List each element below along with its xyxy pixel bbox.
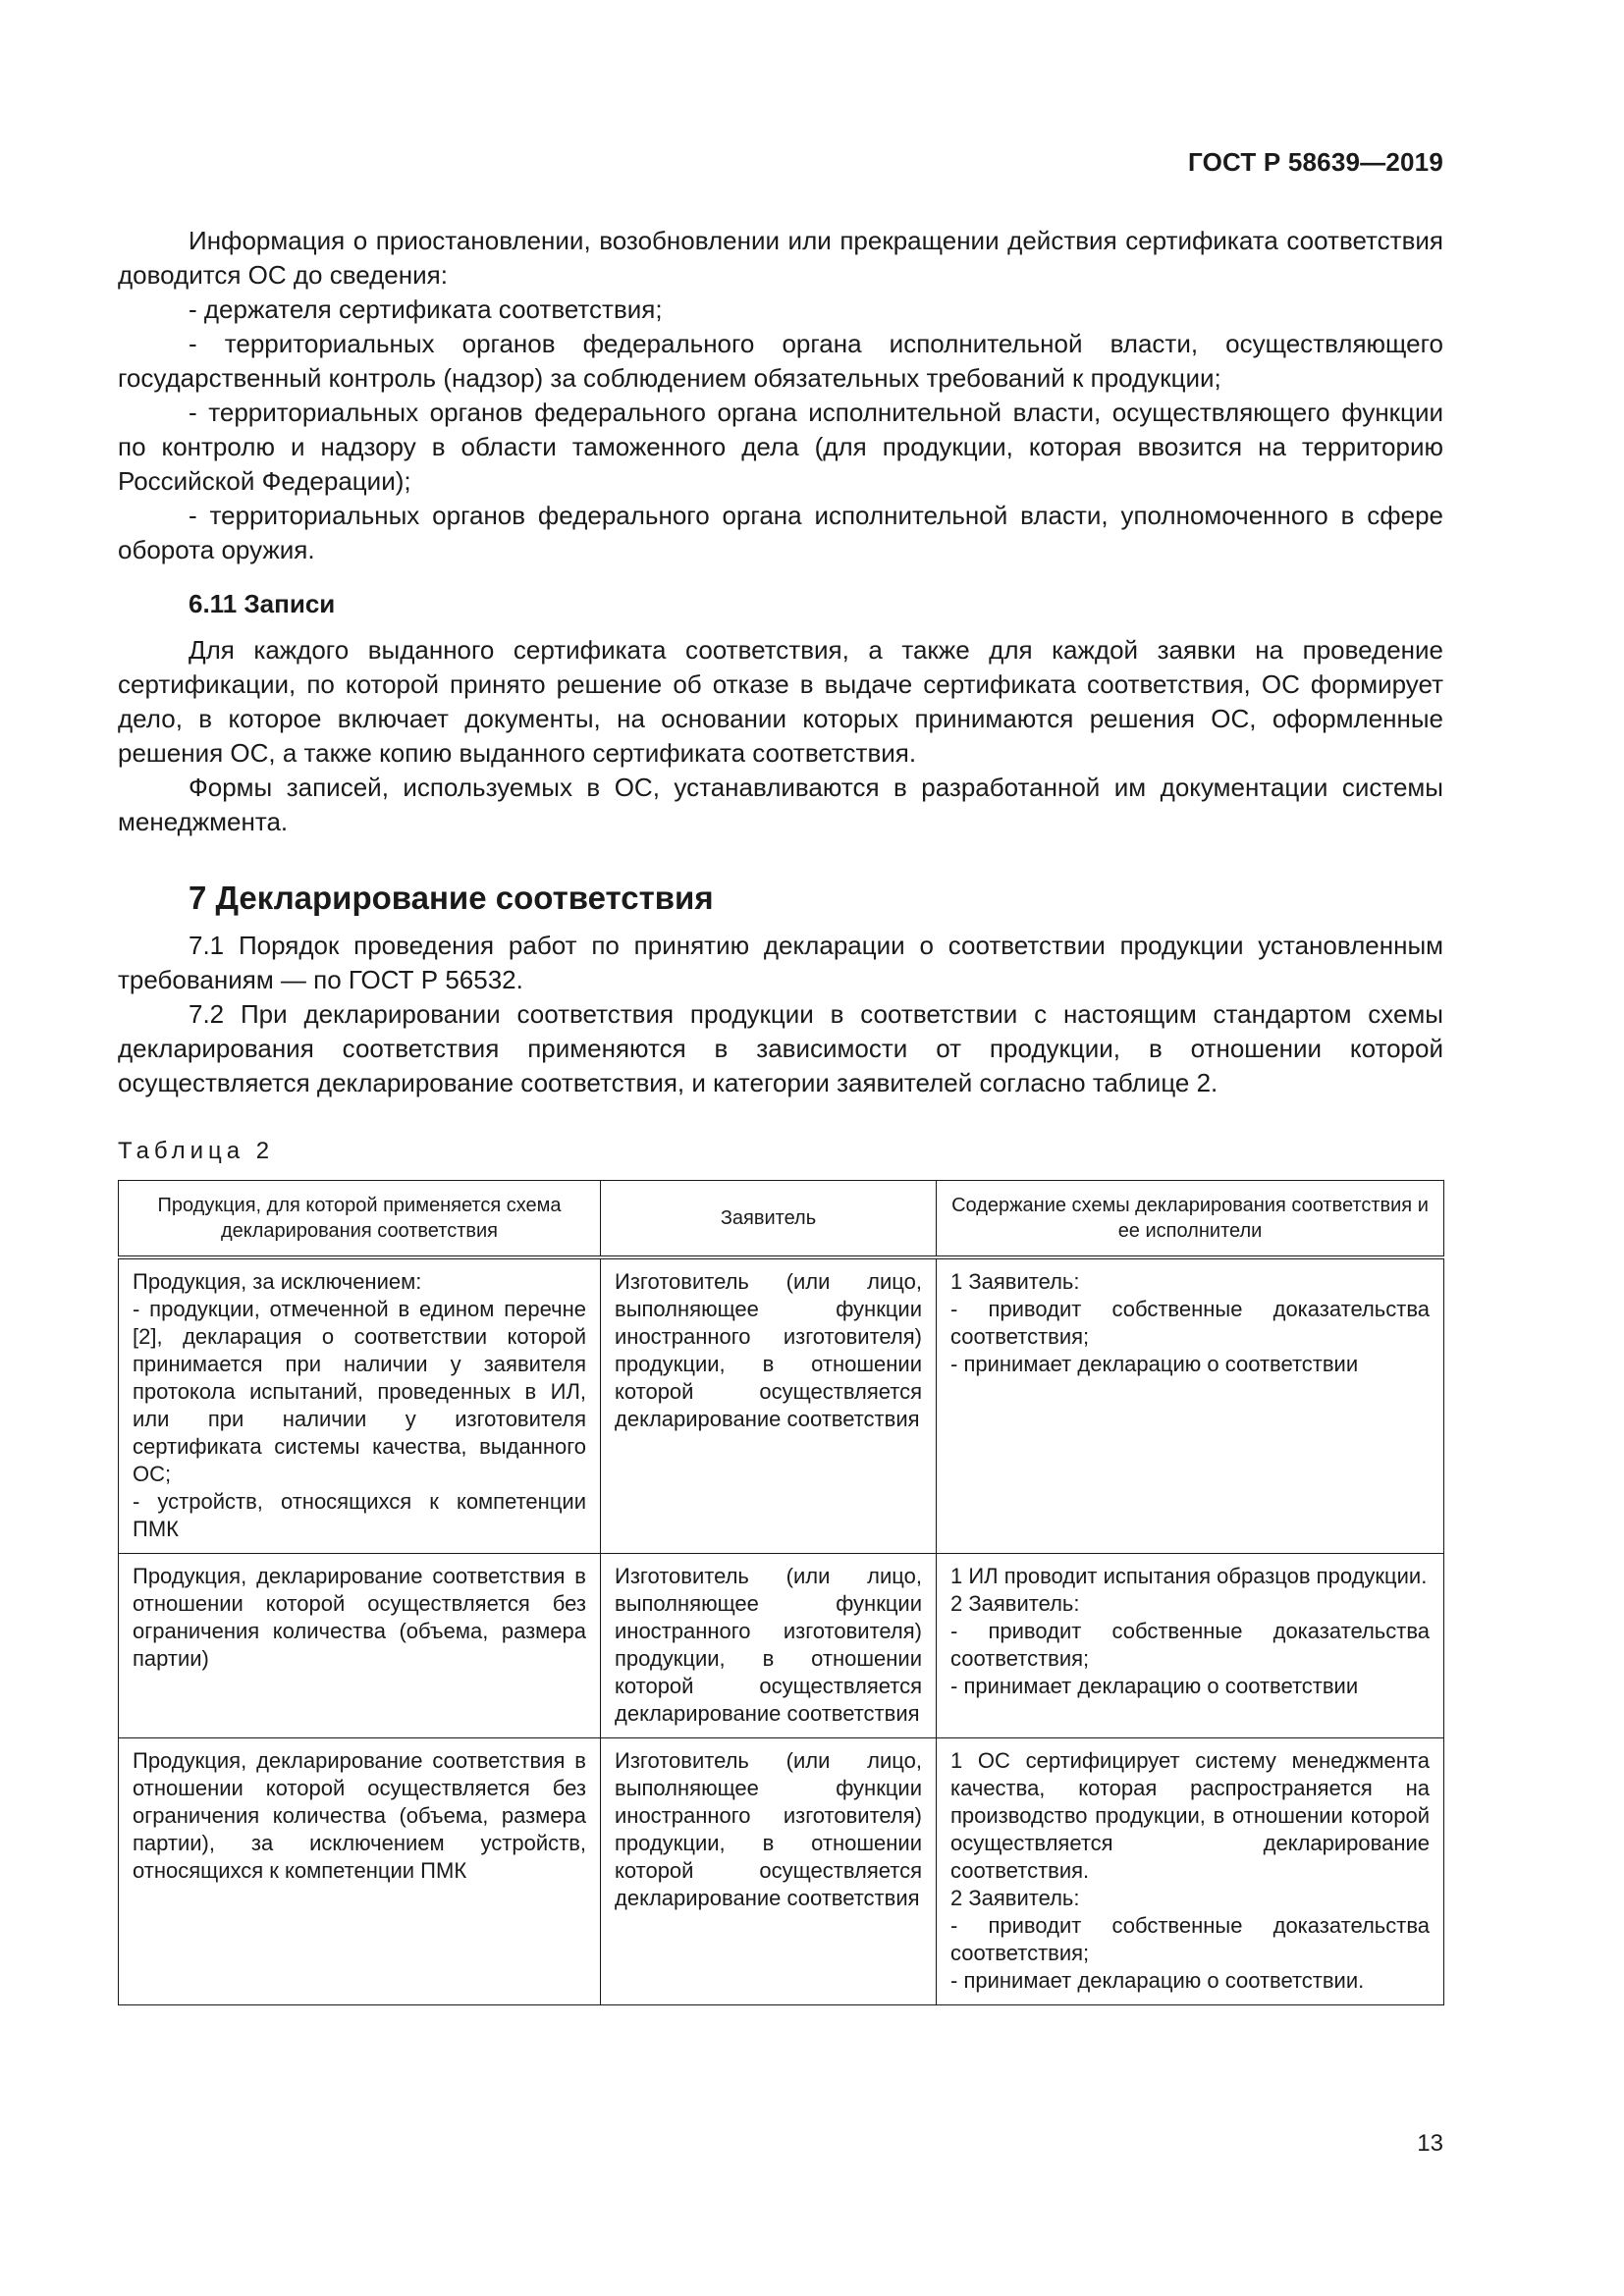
cell-line: 1 Заявитель: — [950, 1269, 1080, 1294]
cell-line: - приводит собственные доказательства соответствия; — [950, 1619, 1430, 1671]
table-cell-content — [937, 1738, 1444, 2005]
cell-line: 2 Заявитель: — [950, 1886, 1080, 1910]
cell-line: - продукции, отмеченной в едином перечне [2], декларация о соответствии которой принимается при наличии у заявителя протокола испытаний, проведенных в ИЛ, или при наличии у изготовителя сертификата системы качества, выданного ОС; — [133, 1297, 586, 1486]
cell-line: Изготовитель (или лицо, выполняющее функции иностранного изготовителя) продукции, в отношении которой осуществляется декларирование соответствия — [615, 1269, 922, 1431]
table-cell-product — [119, 1554, 601, 1738]
declaration-paragraph-7-2: 7.2 При декларировании соответствия продукции в соответствии с настоящим стандартом схемы декларирования соответствия применяются в зависимости от продукции, в отношении которой осуществляется декларирование соответствия, и категории заявителей согласно таблице 2. — [118, 999, 1443, 1097]
table-row — [119, 1257, 1444, 1554]
cell-line: Продукция, декларирование соответствия в отношении которой осуществляется без ограничения количества (объема, размера партии), за исключением устройств, относящихся к компетенции ПМК — [133, 1748, 586, 1883]
table-header-row — [119, 1181, 1444, 1258]
intro-item: - держателя сертификата соответствия; — [189, 294, 663, 324]
intro-item: - территориальных органов федерального органа исполнительной власти, осуществляющего функции по контролю и надзору в области таможенного дела (для продукции, которая ввозится на территорию Российской Федерации); — [118, 398, 1443, 496]
table-cell-content — [937, 1554, 1444, 1738]
cell-line: 2 Заявитель: — [950, 1591, 1080, 1616]
intro-item: - территориальных органов федерального органа исполнительной власти, уполномоченного в сфере оборота оружия. — [118, 501, 1443, 564]
column-header-product: Продукция, для которой применяется схема декларирования соответствия — [119, 1181, 601, 1258]
cell-line: - приводит собственные доказательства соответствия; — [950, 1913, 1430, 1965]
page-number: 13 — [1417, 2130, 1443, 2157]
column-header-content: Содержание схемы декларирования соответствия и ее исполнители — [937, 1181, 1444, 1258]
table-cell-applicant — [601, 1738, 937, 2005]
declaration-schemes-table — [118, 1180, 1444, 2005]
document-code: ГОСТ Р 58639—2019 — [1188, 147, 1443, 177]
column-header-applicant: Заявитель — [601, 1181, 937, 1258]
table-cell-applicant — [601, 1554, 937, 1738]
cell-line: Изготовитель (или лицо, выполняющее функции иностранного изготовителя) продукции, в отношении которой осуществляется декларирование соответствия — [615, 1748, 922, 1910]
cell-line: 1 ОС сертифицирует систему менеджмента качества, которая распространяется на производство продукции, в отношении которой осуществляется декларирование соответствия. — [950, 1748, 1430, 1883]
table-cell-content — [937, 1257, 1444, 1554]
cell-line: Продукция, декларирование соответствия в отношении которой осуществляется без ограничения количества (объема, размера партии) — [133, 1564, 586, 1671]
declaration-paragraph-7-1: 7.1 Порядок проведения работ по принятию декларации о соответствии продукции установленным требованиям — по ГОСТ Р 56532. — [118, 931, 1443, 994]
intro-lead: Информация о приостановлении, возобновлении или прекращении действия сертификата соответствия доводится ОС до сведения: — [118, 226, 1443, 290]
cell-line: - принимает декларацию о соответствии — [950, 1674, 1359, 1698]
table-body — [119, 1257, 1444, 2005]
page-body — [118, 224, 1443, 2005]
section-heading-7: 7 Декларирование соответствия — [189, 880, 714, 916]
subsection-heading-6-11: 6.11 Записи — [189, 589, 336, 618]
cell-line: - принимает декларацию о соответствии — [950, 1352, 1359, 1376]
table-cell-applicant — [601, 1257, 937, 1554]
table-cell-product — [119, 1738, 601, 2005]
cell-line: Продукция, за исключением: — [133, 1269, 422, 1294]
cell-line: 1 ИЛ проводит испытания образцов продукции. — [950, 1564, 1428, 1588]
cell-line: - устройств, относящихся к компетенции ПМК — [133, 1489, 586, 1541]
table-cell-product — [119, 1257, 601, 1554]
table-row — [119, 1554, 1444, 1738]
table-caption: Таблица 2 — [118, 1138, 275, 1164]
cell-line: - приводит собственные доказательства соответствия; — [950, 1297, 1430, 1349]
table-row — [119, 1738, 1444, 2005]
cell-line: Изготовитель (или лицо, выполняющее функции иностранного изготовителя) продукции, в отношении которой осуществляется декларирование соответствия — [615, 1564, 922, 1726]
records-paragraph-1: Для каждого выданного сертификата соответствия, а также для каждой заявки на проведение сертификации, по которой принято решение об отказе в выдаче сертификата соответствия, ОС формирует дело, в которое включает документы, на основании которых принимаются решения ОС, оформленные решения ОС, а также копию выданного сертификата соответствия. — [118, 635, 1443, 768]
records-paragraph-2: Формы записей, используемых в ОС, устанавливаются в разработанной им документации системы менеджмента. — [118, 773, 1443, 836]
intro-item: - территориальных органов федерального органа исполнительной власти, осуществляющего государственный контроль (надзор) за соблюдением обязательных требований к продукции; — [118, 329, 1443, 393]
cell-line: - принимает декларацию о соответствии. — [950, 1968, 1365, 1993]
